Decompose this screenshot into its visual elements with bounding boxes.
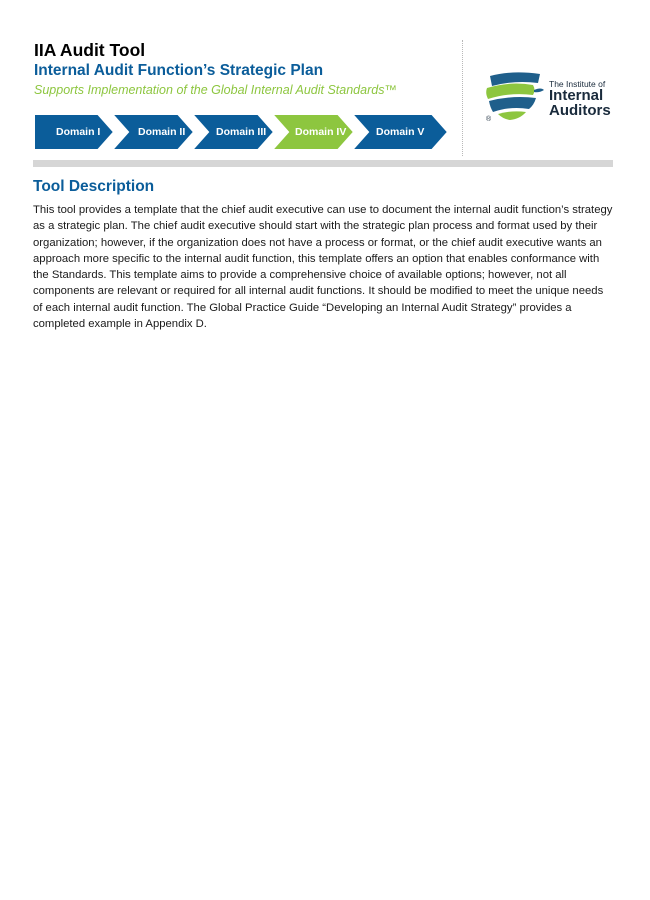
logo-line-2: Internal	[549, 87, 604, 104]
iia-globe-logo-icon	[484, 68, 546, 124]
section-rule	[33, 160, 613, 167]
page-subtitle: Supports Implementation of the Global Internal Audit Standards™	[34, 83, 397, 97]
logo-line-3: Auditors	[549, 102, 611, 119]
domain-label-1: Domain I	[56, 126, 101, 138]
tool-kicker: IIA Audit Tool	[34, 40, 146, 60]
logo-line-1: The Institute of	[549, 79, 606, 89]
page-title: Internal Audit Function’s Strategic Plan	[34, 62, 324, 79]
section-heading: Tool Description	[33, 178, 155, 195]
domain-chevron-bar	[34, 114, 450, 152]
domain-label-5: Domain V	[376, 126, 425, 138]
domain-label-2: Domain II	[138, 126, 186, 138]
domain-label-4: Domain IV	[295, 126, 347, 138]
iia-logo	[484, 68, 624, 128]
tool-description-text: This tool provides a template that the chief audit executive can use to document the internal audit function’s strategy as a strategic plan. The chief audit executive should start with the strategic plan process and format used by their organization; however, if the organization does not have a process or format, or the chief audit executive wants an approach more specific to the internal audit function, this template offers an option that enables conformance with the Standards. This template aims to provide a comprehensive choice of available options; however, not all components are relevant or required for all internal audit functions. It should be modified to meet the unique needs of each internal audit function. The Global Practice Guide “Developing an Internal Audit Strategy” provides a completed example in Appendix D.	[33, 204, 613, 331]
domain-label-3: Domain III	[216, 126, 267, 138]
registered-mark: ®	[486, 116, 492, 123]
header-divider	[462, 40, 463, 156]
